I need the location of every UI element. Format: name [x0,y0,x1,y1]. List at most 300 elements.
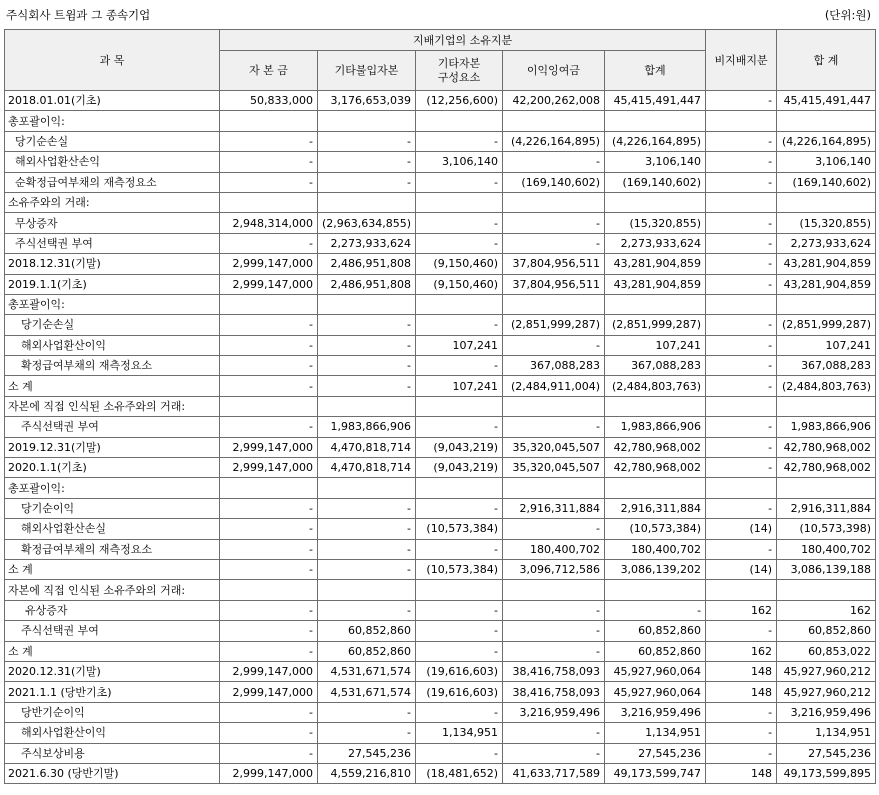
retained-earnings-cell: 3,096,712,586 [503,559,605,579]
row-label: 2018.12.31(기말) [5,254,220,274]
total-cell: 1,983,866,906 [777,417,876,437]
capital-stock-cell: - [220,172,318,192]
other-equity-cell [416,396,503,416]
subtotal-cell [605,294,706,314]
nci-cell: - [706,172,777,192]
other-paid-in-cell: 4,470,818,714 [318,458,416,478]
subtotal-header: 합계 [605,51,706,91]
other-equity-cell: - [416,743,503,763]
other-paid-in-cell [318,396,416,416]
total-cell [777,396,876,416]
subtotal-cell: (4,226,164,895) [605,131,706,151]
subtotal-cell: 3,216,959,496 [605,702,706,722]
capital-stock-cell: 2,999,147,000 [220,254,318,274]
table-row [5,682,876,702]
retained-earnings-cell: (2,851,999,287) [503,315,605,335]
total-cell: 107,241 [777,335,876,355]
nci-cell [706,478,777,498]
row-label: 당기순손실 [5,131,220,151]
header-bar [0,0,879,28]
subtotal-cell: 45,927,960,064 [605,661,706,681]
capital-stock-cell: 2,948,314,000 [220,213,318,233]
total-cell: 367,088,283 [777,356,876,376]
other-paid-in-cell: 2,486,951,808 [318,274,416,294]
table-row [5,498,876,518]
table-row [5,702,876,722]
nci-cell [706,294,777,314]
total-cell [777,192,876,212]
other-equity-cell: (18,481,652) [416,763,503,783]
row-label: 주식선택권 부여 [5,621,220,641]
table-row [5,376,876,396]
capital-stock-cell: 2,999,147,000 [220,458,318,478]
nci-cell: - [706,376,777,396]
total-cell: 2,273,933,624 [777,233,876,253]
other-equity-header-line1: 기타자본 [437,56,481,70]
total-cell: 43,281,904,859 [777,274,876,294]
other-equity-cell: 3,106,140 [416,152,503,172]
nci-cell: - [706,437,777,457]
subtotal-cell: 49,173,599,747 [605,763,706,783]
row-label: 2021.1.1 (당반기초) [5,682,220,702]
other-equity-cell: - [416,702,503,722]
row-label: 총포괄이익: [5,111,220,131]
other-paid-in-cell: - [318,539,416,559]
row-label: 2019.12.31(기말) [5,437,220,457]
other-paid-in-cell: 1,983,866,906 [318,417,416,437]
equity-changes-table [4,29,876,784]
other-paid-in-cell: 4,531,671,574 [318,682,416,702]
table-row [5,192,876,212]
table-row [5,458,876,478]
capital-stock-cell: - [220,131,318,151]
subject-header: 과 목 [5,30,220,91]
nci-cell [706,580,777,600]
subtotal-cell: 367,088,283 [605,356,706,376]
other-paid-in-cell [318,478,416,498]
subtotal-cell: (2,484,803,763) [605,376,706,396]
other-paid-in-cell: - [318,131,416,151]
other-paid-in-cell: (2,963,634,855) [318,213,416,233]
nci-cell: (14) [706,559,777,579]
table-row [5,478,876,498]
capital-stock-cell: - [220,743,318,763]
capital-stock-cell: - [220,335,318,355]
total-cell: 42,780,968,002 [777,458,876,478]
table-row [5,335,876,355]
row-label: 소 계 [5,641,220,661]
row-label: 총포괄이익: [5,294,220,314]
subtotal-cell [605,580,706,600]
table-row [5,437,876,457]
capital-stock-cell [220,396,318,416]
other-equity-header-line2: 구성요소 [437,70,481,84]
row-label: 확정급여부채의 재측정요소 [5,539,220,559]
total-cell: 3,106,140 [777,152,876,172]
total-cell: 45,927,960,212 [777,682,876,702]
nci-cell [706,192,777,212]
retained-earnings-cell: 35,320,045,507 [503,437,605,457]
row-label: 소 계 [5,559,220,579]
retained-earnings-cell: - [503,152,605,172]
row-label: 해외사업환산이익 [5,335,220,355]
subtotal-cell: 2,916,311,884 [605,498,706,518]
other-paid-in-cell: - [318,600,416,620]
other-paid-in-cell: - [318,498,416,518]
table-row [5,600,876,620]
other-equity-cell: (10,573,384) [416,559,503,579]
capital-stock-cell: - [220,702,318,722]
total-cell: 42,780,968,002 [777,437,876,457]
other-paid-in-cell: 27,545,236 [318,743,416,763]
other-paid-in-cell: 2,273,933,624 [318,233,416,253]
other-equity-cell: - [416,498,503,518]
retained-earnings-cell: 3,216,959,496 [503,702,605,722]
retained-earnings-cell: - [503,213,605,233]
total-cell: 162 [777,600,876,620]
capital-stock-cell [220,111,318,131]
table-body [5,91,876,784]
total-cell: 60,852,860 [777,621,876,641]
retained-earnings-cell [503,294,605,314]
capital-stock-cell [220,294,318,314]
table-row [5,172,876,192]
table-row [5,274,876,294]
table-row [5,723,876,743]
row-label: 해외사업환산이익 [5,723,220,743]
row-label: 당기순손실 [5,315,220,335]
table-row [5,111,876,131]
subtotal-cell: 2,273,933,624 [605,233,706,253]
retained-earnings-cell: 37,804,956,511 [503,254,605,274]
other-paid-in-cell [318,111,416,131]
subtotal-cell [605,396,706,416]
total-cell: (15,320,855) [777,213,876,233]
capital-stock-header: 자 본 금 [220,51,318,91]
row-label: 무상증자 [5,213,220,233]
subtotal-cell: 1,134,951 [605,723,706,743]
retained-earnings-cell: 38,416,758,093 [503,661,605,681]
capital-stock-cell [220,192,318,212]
subtotal-cell [605,192,706,212]
nci-cell: 148 [706,763,777,783]
nci-cell: - [706,91,777,111]
subtotal-cell: 45,415,491,447 [605,91,706,111]
total-cell: 45,415,491,447 [777,91,876,111]
retained-earnings-cell: 42,200,262,008 [503,91,605,111]
retained-earnings-cell: - [503,417,605,437]
subtotal-cell: 3,106,140 [605,152,706,172]
other-paid-in-cell: 60,852,860 [318,641,416,661]
row-label: 자본에 직접 인식된 소유주와의 거래: [5,396,220,416]
other-paid-in-cell: 3,176,653,039 [318,91,416,111]
capital-stock-cell: 50,833,000 [220,91,318,111]
subtotal-cell [605,111,706,131]
other-equity-cell: - [416,172,503,192]
table-row [5,233,876,253]
nci-cell: (14) [706,519,777,539]
table-row [5,315,876,335]
other-paid-in-cell: 4,470,818,714 [318,437,416,457]
capital-stock-cell: - [220,600,318,620]
other-equity-cell: (9,150,460) [416,274,503,294]
nci-cell: - [706,458,777,478]
other-equity-cell: (9,043,219) [416,437,503,457]
other-paid-in-cell: - [318,559,416,579]
nci-cell: - [706,131,777,151]
retained-earnings-cell: 35,320,045,507 [503,458,605,478]
total-cell: 60,853,022 [777,641,876,661]
subtotal-cell: (2,851,999,287) [605,315,706,335]
capital-stock-cell: - [220,559,318,579]
subtotal-cell: - [605,600,706,620]
capital-stock-cell: 2,999,147,000 [220,661,318,681]
total-cell: (10,573,398) [777,519,876,539]
other-paid-in-header: 기타불입자본 [318,51,416,91]
other-paid-in-cell: - [318,702,416,722]
subtotal-cell: 107,241 [605,335,706,355]
total-cell [777,111,876,131]
capital-stock-cell: - [220,539,318,559]
total-cell: 49,173,599,895 [777,763,876,783]
other-equity-cell: (19,616,603) [416,682,503,702]
total-cell [777,478,876,498]
subtotal-cell: 43,281,904,859 [605,274,706,294]
total-cell: 3,216,959,496 [777,702,876,722]
table-row [5,356,876,376]
total-cell [777,294,876,314]
other-equity-cell: - [416,315,503,335]
other-paid-in-cell [318,192,416,212]
nci-cell: - [706,621,777,641]
table-row [5,294,876,314]
subtotal-cell: 43,281,904,859 [605,254,706,274]
unit-label: (단위:원) [824,8,871,22]
row-label: 해외사업환산손실 [5,519,220,539]
subtotal-cell: 45,927,960,064 [605,682,706,702]
nci-cell [706,396,777,416]
other-paid-in-cell: - [318,335,416,355]
other-paid-in-cell: 4,531,671,574 [318,661,416,681]
nci-cell: 148 [706,661,777,681]
table-row [5,661,876,681]
nci-cell: - [706,539,777,559]
nci-cell: 162 [706,641,777,661]
capital-stock-cell: 2,999,147,000 [220,274,318,294]
table-row [5,580,876,600]
other-equity-cell: 107,241 [416,335,503,355]
capital-stock-cell [220,478,318,498]
total-cell: (2,851,999,287) [777,315,876,335]
table-row [5,213,876,233]
retained-earnings-header: 이익잉여금 [503,51,605,91]
capital-stock-cell: - [220,152,318,172]
nci-cell: 148 [706,682,777,702]
nci-cell: - [706,233,777,253]
subtotal-cell: 1,983,866,906 [605,417,706,437]
other-equity-cell: 1,134,951 [416,723,503,743]
nci-cell: - [706,702,777,722]
capital-stock-cell: - [220,519,318,539]
other-equity-cell [416,192,503,212]
row-label: 소유주와의 거래: [5,192,220,212]
row-label: 순확정급여부채의 재측정요소 [5,172,220,192]
retained-earnings-cell: - [503,641,605,661]
row-label: 2020.1.1(기초) [5,458,220,478]
capital-stock-cell [220,580,318,600]
capital-stock-cell: - [220,723,318,743]
table-row [5,539,876,559]
other-paid-in-cell: - [318,152,416,172]
retained-earnings-cell: - [503,335,605,355]
subtotal-cell: (10,573,384) [605,519,706,539]
company-name: 주식회사 트윔과 그 종속기업 [6,8,151,22]
other-equity-cell: - [416,539,503,559]
total-cell [777,580,876,600]
table-row [5,559,876,579]
subtotal-cell: 42,780,968,002 [605,458,706,478]
other-equity-cell: - [416,233,503,253]
total-cell: 45,927,960,212 [777,661,876,681]
retained-earnings-cell: (2,484,911,004) [503,376,605,396]
table-row [5,91,876,111]
row-label: 확정급여부채의 재측정요소 [5,356,220,376]
other-paid-in-cell: - [318,519,416,539]
other-paid-in-cell: - [318,356,416,376]
row-label: 소 계 [5,376,220,396]
other-paid-in-cell: - [318,723,416,743]
retained-earnings-cell [503,478,605,498]
other-paid-in-cell: 60,852,860 [318,621,416,641]
retained-earnings-cell: 367,088,283 [503,356,605,376]
row-label: 해외사업환산손익 [5,152,220,172]
other-equity-cell: - [416,641,503,661]
nci-cell: - [706,335,777,355]
total-cell: 2,916,311,884 [777,498,876,518]
other-equity-cell: - [416,213,503,233]
subtotal-cell: 42,780,968,002 [605,437,706,457]
table-row [5,417,876,437]
nci-cell: - [706,315,777,335]
capital-stock-cell: - [220,315,318,335]
other-equity-cell: (19,616,603) [416,661,503,681]
retained-earnings-cell: 2,916,311,884 [503,498,605,518]
other-equity-cell [416,478,503,498]
row-label: 2021.6.30 (당반기말) [5,763,220,783]
other-paid-in-cell: - [318,376,416,396]
other-equity-cell [416,111,503,131]
subtotal-cell: 3,086,139,202 [605,559,706,579]
subtotal-cell: 60,852,860 [605,641,706,661]
other-equity-cell: - [416,356,503,376]
total-header: 합 계 [777,30,876,91]
retained-earnings-cell: - [503,743,605,763]
row-label: 주식선택권 부여 [5,417,220,437]
retained-earnings-cell: - [503,233,605,253]
other-equity-cell: (12,256,600) [416,91,503,111]
other-paid-in-cell [318,294,416,314]
table-row [5,621,876,641]
other-paid-in-cell [318,580,416,600]
nci-cell: - [706,254,777,274]
other-equity-cell [416,294,503,314]
capital-stock-cell: - [220,376,318,396]
retained-earnings-cell: (4,226,164,895) [503,131,605,151]
nci-header: 비지배지분 [706,30,777,91]
table-row [5,519,876,539]
total-cell: 1,134,951 [777,723,876,743]
retained-earnings-cell: 38,416,758,093 [503,682,605,702]
other-equity-cell: (9,043,219) [416,458,503,478]
retained-earnings-cell [503,580,605,600]
other-equity-cell: - [416,621,503,641]
nci-cell: - [706,743,777,763]
table-row [5,254,876,274]
table-row [5,763,876,783]
retained-earnings-cell: - [503,621,605,641]
nci-cell: 162 [706,600,777,620]
other-equity-header [416,51,503,91]
retained-earnings-cell: - [503,723,605,743]
retained-earnings-cell [503,396,605,416]
total-cell: 43,281,904,859 [777,254,876,274]
row-label: 당기순이익 [5,498,220,518]
retained-earnings-cell [503,111,605,131]
nci-cell: - [706,213,777,233]
nci-cell: - [706,498,777,518]
row-label: 총포괄이익: [5,478,220,498]
capital-stock-cell: - [220,417,318,437]
subtotal-cell: (169,140,602) [605,172,706,192]
retained-earnings-cell: - [503,600,605,620]
nci-cell: - [706,152,777,172]
total-cell: 180,400,702 [777,539,876,559]
capital-stock-cell: - [220,621,318,641]
other-paid-in-cell: - [318,315,416,335]
table-row [5,743,876,763]
subtotal-cell: 180,400,702 [605,539,706,559]
nci-cell: - [706,274,777,294]
other-equity-cell: 107,241 [416,376,503,396]
row-label: 2020.12.31(기말) [5,661,220,681]
nci-cell: - [706,356,777,376]
subtotal-cell: 60,852,860 [605,621,706,641]
nci-cell: - [706,417,777,437]
total-cell: (4,226,164,895) [777,131,876,151]
other-paid-in-cell: - [318,172,416,192]
table-row [5,396,876,416]
table-row [5,131,876,151]
subtotal-cell: (15,320,855) [605,213,706,233]
other-equity-cell [416,580,503,600]
retained-earnings-cell: (169,140,602) [503,172,605,192]
retained-earnings-cell: 41,633,717,589 [503,763,605,783]
other-equity-cell: (9,150,460) [416,254,503,274]
other-equity-cell: (10,573,384) [416,519,503,539]
parent-equity-header: 지배기업의 소유지분 [220,30,706,51]
other-equity-cell: - [416,600,503,620]
retained-earnings-cell: 37,804,956,511 [503,274,605,294]
total-cell: 3,086,139,188 [777,559,876,579]
capital-stock-cell: - [220,356,318,376]
capital-stock-cell: 2,999,147,000 [220,437,318,457]
other-paid-in-cell: 2,486,951,808 [318,254,416,274]
row-label: 유상증자 [5,600,220,620]
nci-cell [706,111,777,131]
row-label: 당반기순이익 [5,702,220,722]
row-label: 주식선택권 부여 [5,233,220,253]
row-label: 2019.1.1(기초) [5,274,220,294]
